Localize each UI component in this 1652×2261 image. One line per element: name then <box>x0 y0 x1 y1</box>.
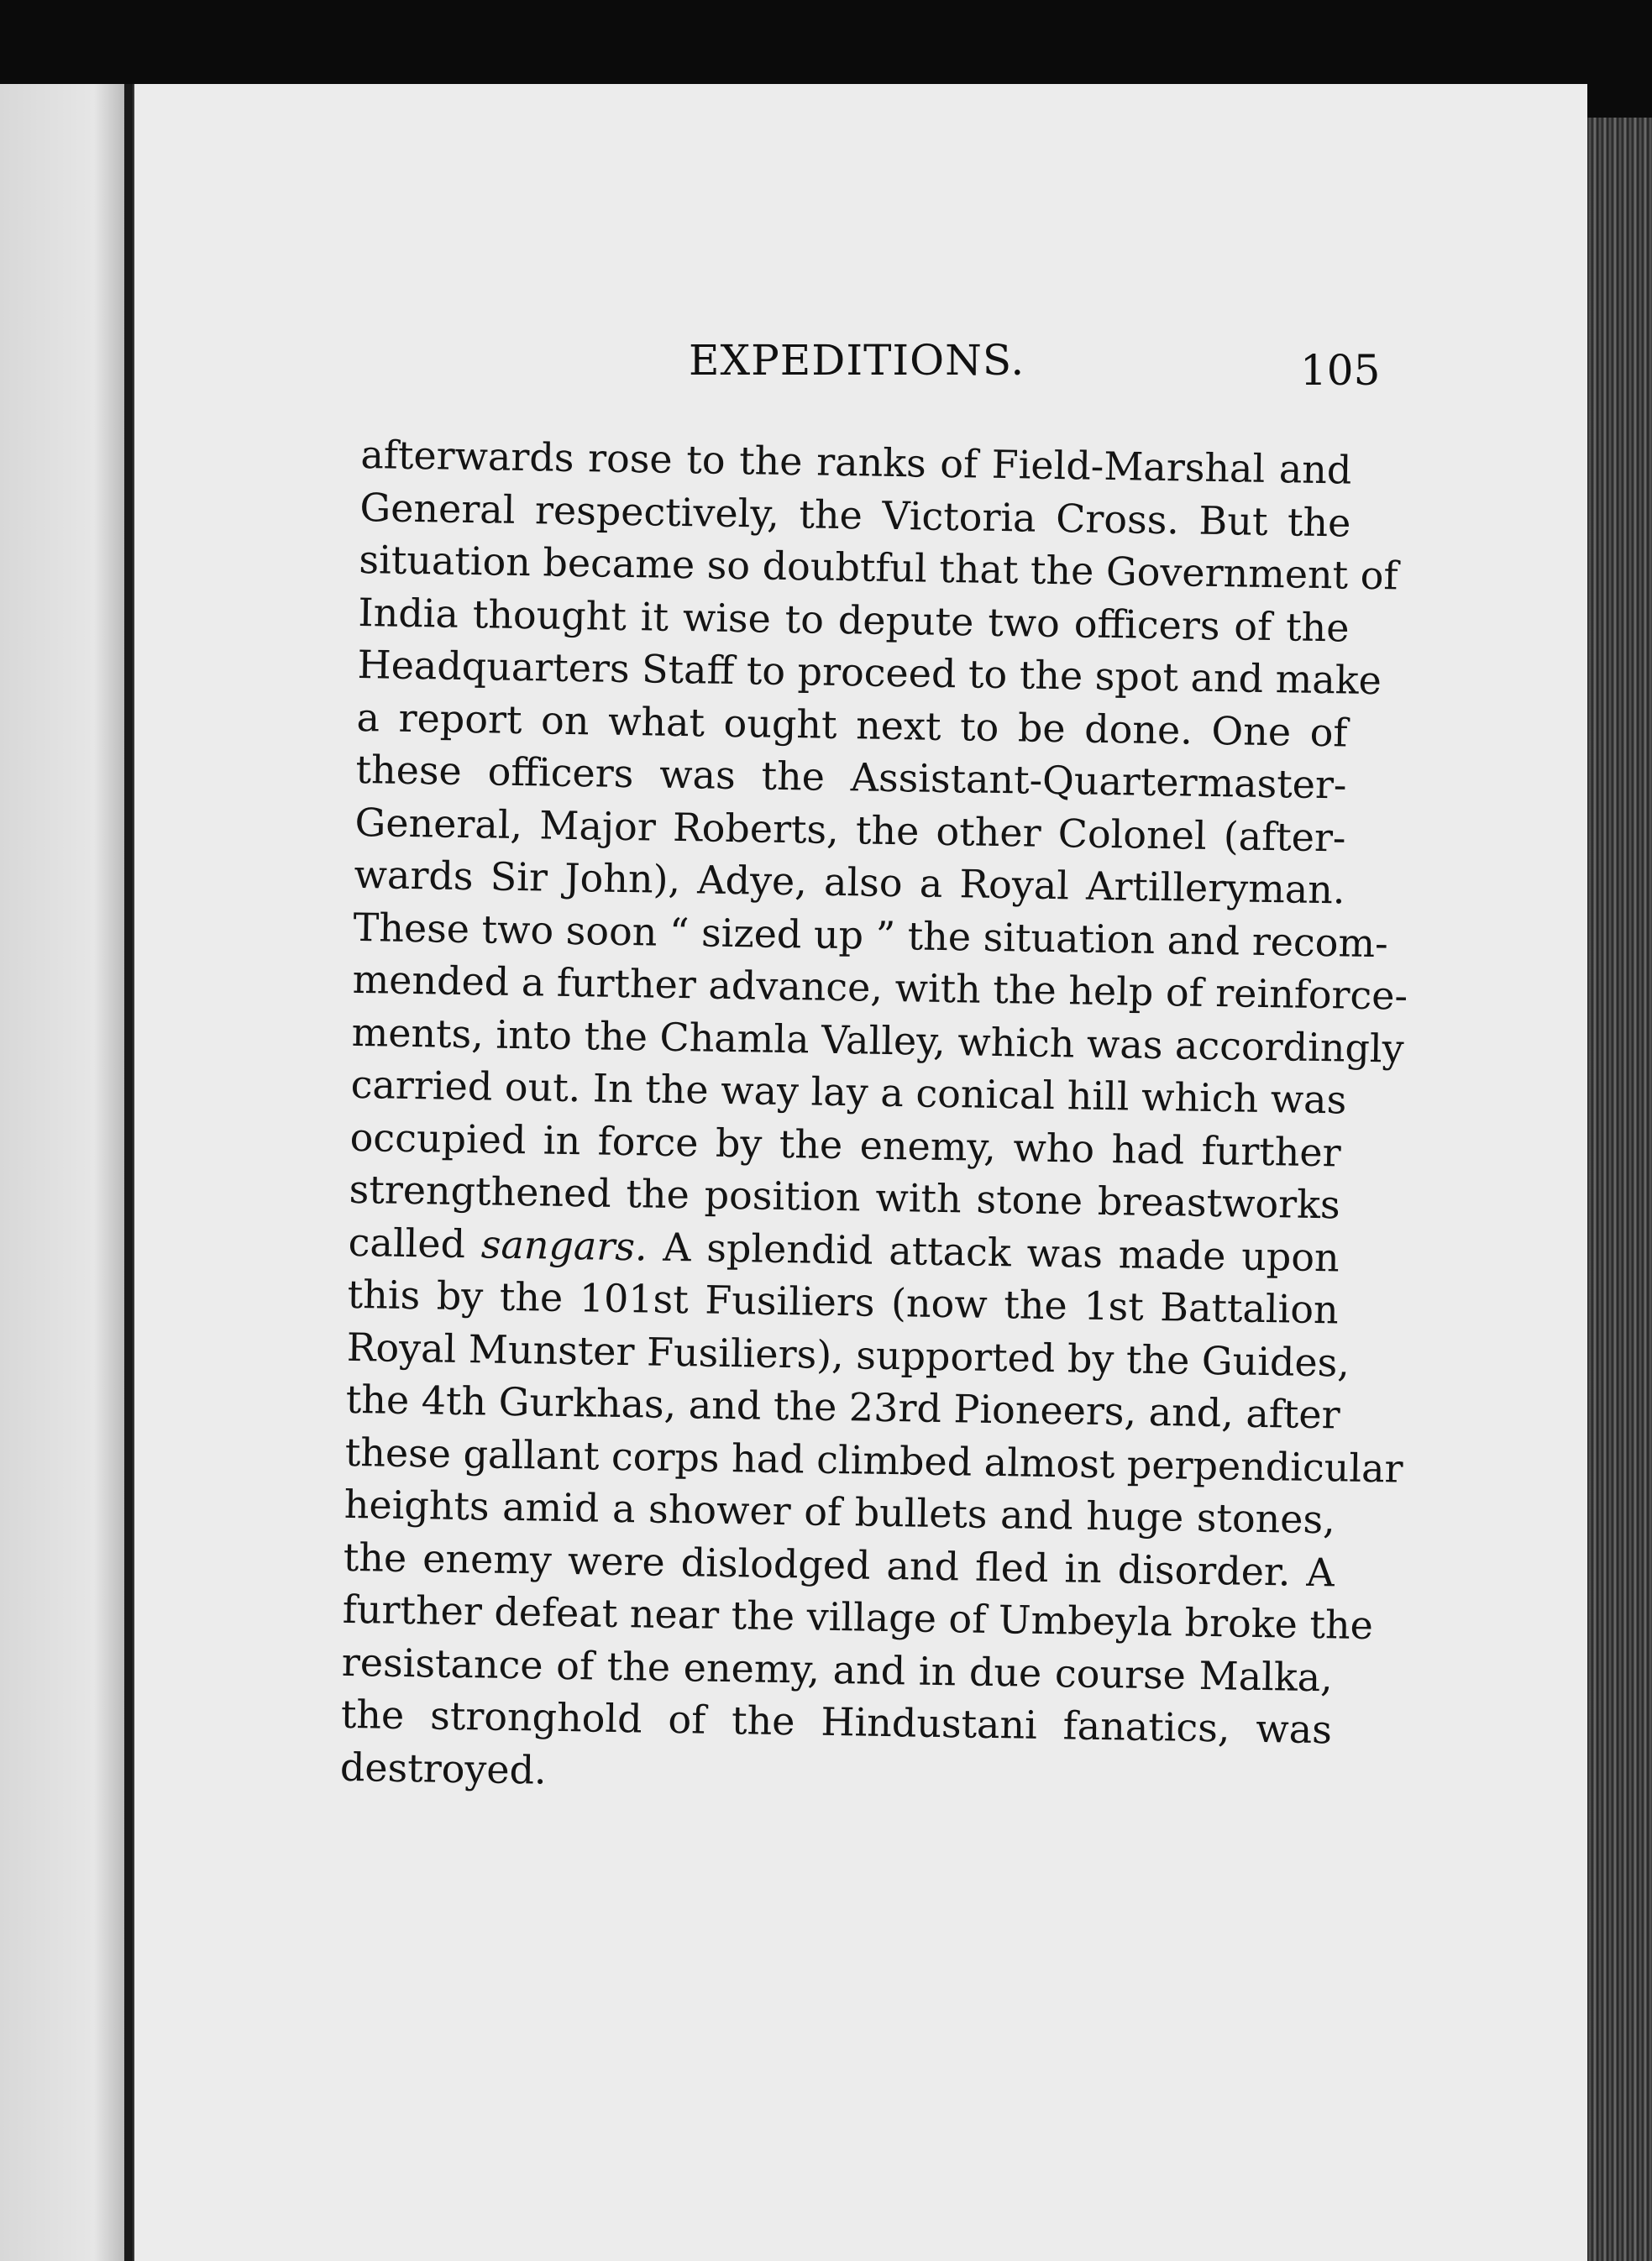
text-line: General respectively, the Victoria Cross. But the <box>359 484 1351 546</box>
text-line: These two soon “ sized up ” the situation and recom- <box>353 904 1389 966</box>
text-line: strengthened the position with stone breastworks <box>349 1166 1341 1228</box>
text-line: situation became so doubtful that the Government of <box>359 536 1398 599</box>
text-line: these officers was the Assistant-Quartermaster- <box>355 746 1347 808</box>
running-head: EXPEDITIONS. <box>689 336 1025 385</box>
text-run: A splendid attack was made upon <box>647 1223 1340 1280</box>
text-line: this by the 101st Fusiliers (now the 1st Battalion <box>347 1271 1340 1333</box>
text-run: called <box>348 1219 482 1267</box>
text-line: the 4th Gurkhas, and the 23rd Pioneers, and, after <box>345 1376 1341 1438</box>
text-line: Headquarters Staff to proceed to the spot and make <box>357 641 1382 704</box>
text-line: further defeat near the village of Umbeyla broke the <box>342 1586 1374 1649</box>
text-line: these gallant corps had climbed almost perpendicular <box>344 1429 1403 1492</box>
text-line: India thought it wise to depute two officers of the <box>358 589 1350 651</box>
text-line: ments, into the Chamla Valley, which was accordingly <box>351 1009 1405 1072</box>
page-number: 105 <box>1300 346 1381 395</box>
text-line: mended a further advance, with the help of reinforce- <box>352 956 1408 1019</box>
text-line: heights amid a shower of bullets and huge stones, <box>344 1481 1336 1543</box>
text-line: wards Sir John), Adye, also a Royal Artilleryman. <box>354 851 1345 913</box>
text-line-final: destroyed. <box>339 1744 548 1793</box>
body-text <box>339 428 1408 1808</box>
text-line: a report on what ought next to be done. One of <box>356 694 1348 755</box>
text-line: occupied in force by the enemy, who had further <box>349 1114 1342 1175</box>
text-line: General, Major Roberts, the other Colonel (after- <box>354 799 1346 860</box>
text-line: afterwards rose to the ranks of Field-Marshal and <box>360 431 1352 493</box>
text-line: resistance of the enemy, and in due course Malka, <box>341 1639 1334 1700</box>
text-line: the stronghold of the Hindustani fanatics, was <box>340 1691 1333 1753</box>
italic-term: sangars. <box>480 1220 648 1269</box>
text-line: Royal Munster Fusiliers), supported by the Guides, <box>346 1324 1350 1386</box>
text-line: the enemy were dislodged and fled in disorder. A <box>343 1534 1335 1595</box>
book-gutter <box>124 84 133 2261</box>
text-line: carried out. In the way lay a conical hill which was <box>350 1061 1347 1123</box>
left-page-edge <box>0 84 134 2261</box>
page-stack-edge <box>1587 118 1652 2261</box>
